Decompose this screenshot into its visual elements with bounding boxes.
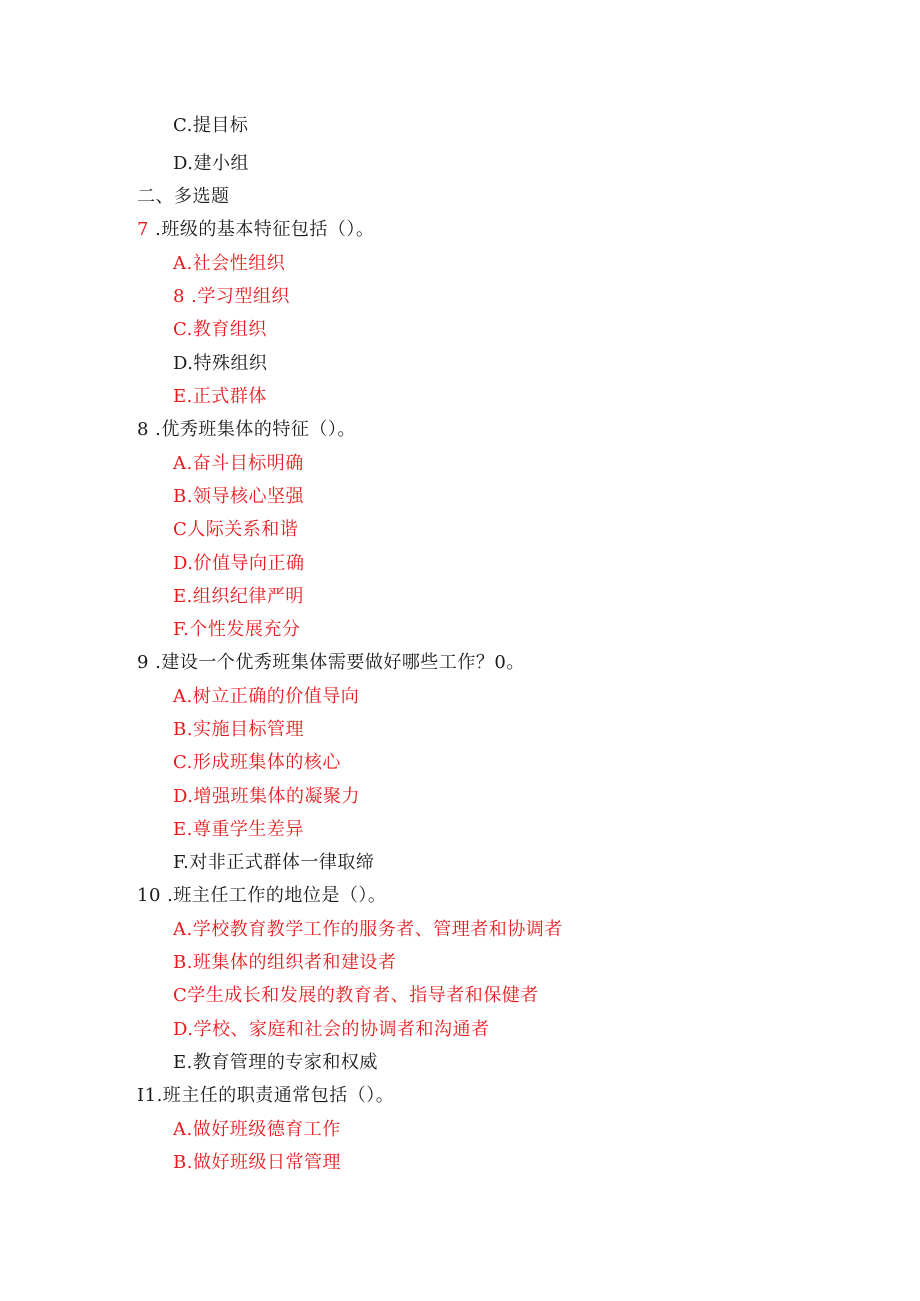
option-line: E.正式群体 bbox=[173, 386, 267, 407]
option-line: D.增强班集体的凝聚力 bbox=[173, 786, 361, 807]
option-line: F.个性发展充分 bbox=[173, 619, 301, 640]
option-line: C.教育组织 bbox=[173, 319, 267, 340]
option-line: E.尊重学生差异 bbox=[173, 819, 304, 840]
option-line: A.树立正确的价值导向 bbox=[173, 686, 360, 707]
option-line: D.建小组 bbox=[173, 153, 250, 174]
question-line: 10 .班主任工作的地位是（）。 bbox=[137, 885, 387, 906]
option-line: C人际关系和谐 bbox=[173, 519, 299, 540]
option-line: F.对非正式群体一律取缔 bbox=[173, 852, 375, 873]
question-line: I1.班主任的职责通常包括（）。 bbox=[137, 1085, 395, 1106]
option-line: D.学校、家庭和社会的协调者和沟通者 bbox=[173, 1019, 490, 1040]
option-line: A.奋斗目标明确 bbox=[173, 453, 304, 474]
option-line: D.价值导向正确 bbox=[173, 553, 305, 574]
question-line: 9 .建设一个优秀班集体需要做好哪些工作？0。 bbox=[137, 652, 525, 673]
option-line: C.形成班集体的核心 bbox=[173, 752, 341, 773]
option-line: C.提目标 bbox=[173, 115, 249, 136]
option-line: B.领导核心坚强 bbox=[173, 486, 304, 507]
option-line: A.学校教育教学工作的服务者、管理者和协调者 bbox=[173, 919, 563, 940]
question-line: 8 .优秀班集体的特征（）。 bbox=[137, 419, 356, 440]
question-line bbox=[137, 219, 374, 241]
section-heading: 二、多选题 bbox=[137, 186, 230, 207]
option-line: A.社会性组织 bbox=[173, 253, 286, 274]
option-line: B.做好班级日常管理 bbox=[173, 1152, 341, 1173]
question-text: .班级的基本特征包括（）。 bbox=[148, 219, 375, 240]
question-number: 7 bbox=[137, 219, 149, 240]
option-line: C学生成长和发展的教育者、指导者和保健者 bbox=[173, 985, 539, 1006]
option-line: A.做好班级德育工作 bbox=[173, 1119, 341, 1140]
option-line: B.班集体的组织者和建设者 bbox=[173, 952, 397, 973]
option-line: E.组织纪律严明 bbox=[173, 586, 304, 607]
option-line: 8 .学习型组织 bbox=[173, 286, 290, 307]
option-line: B.实施目标管理 bbox=[173, 719, 304, 740]
option-line: E.教育管理的专家和权威 bbox=[173, 1052, 378, 1073]
option-line: D.特殊组织 bbox=[173, 353, 268, 374]
